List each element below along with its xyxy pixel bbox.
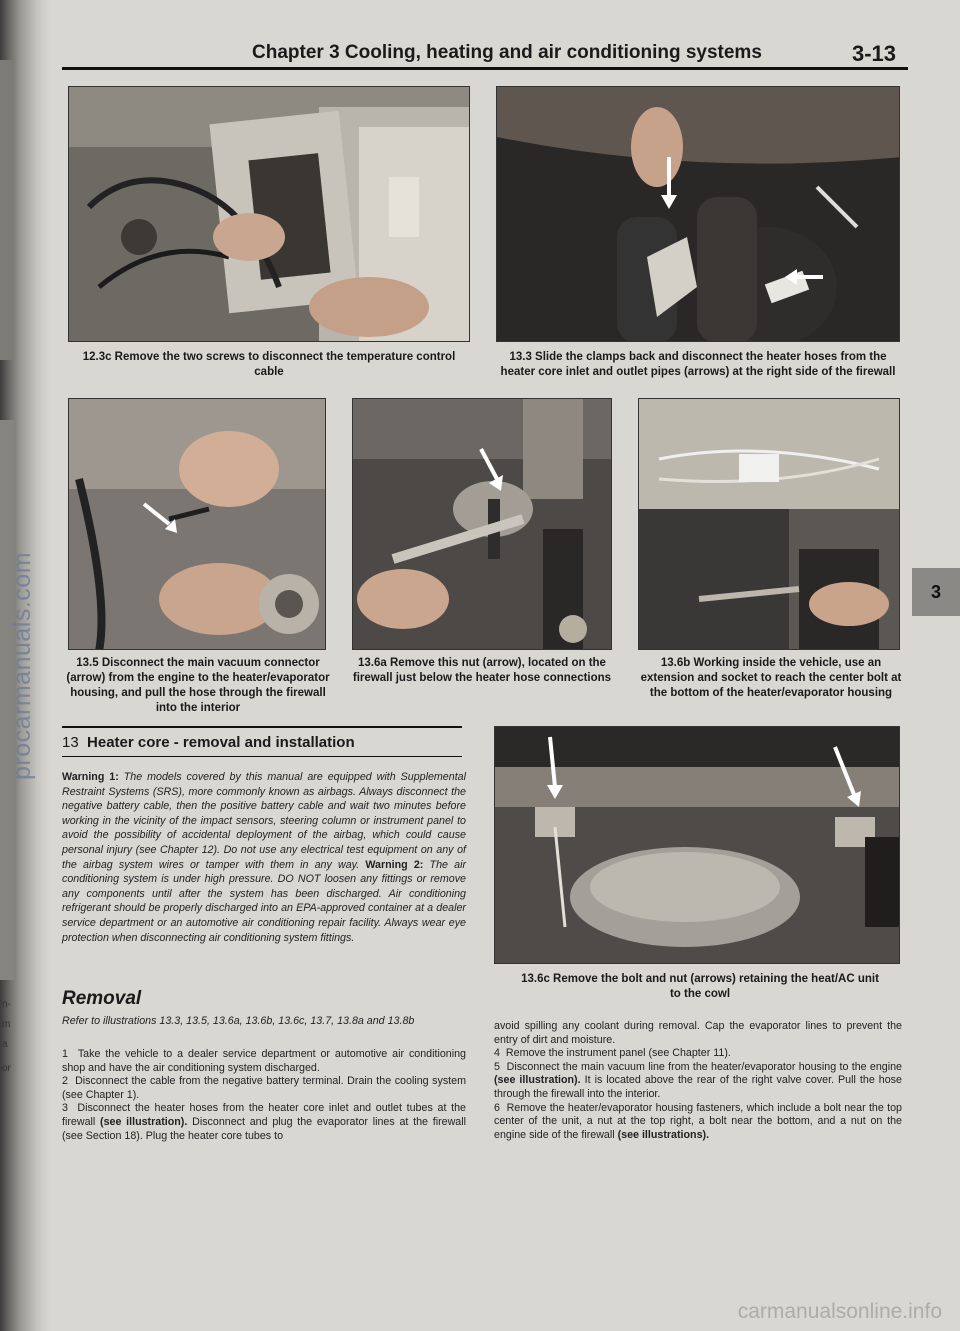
- warning-text: The models covered by this manual are equipped with Supplemental Restraint Systems (SRS), more commonly known as airbags. Always disconnect the negative battery cable, then the positive battery cable and wait two minutes before working in the vicinity of the impact sensors, steering column or instrument panel to avoid the possibility of accidental deployment of the airbag, which could cause personal injury (see Chapter 12). Do not use any electrical test equipment on any of the airbag system wires or tamper with them in any way.: [62, 771, 466, 871]
- steps-left-column: [62, 1048, 466, 1143]
- photo-12-3c: [68, 86, 470, 342]
- step-6: 6 Remove the heater/evaporator housing fasteners, which include a bolt near the top center of the unit, a nut at the top right, a bolt near the bottom, and a nut on the engine side of the firewall (see illustrations).: [494, 1101, 902, 1141]
- warning-block: [62, 770, 466, 945]
- step-5: 5 Disconnect the main vacuum line from the heater/evaporator housing to the engine (see illustration). It is located above the rear of the right valve cover. Pull the hose through the firewall into the interior.: [494, 1060, 902, 1100]
- figure-caption: 13.6a Remove this nut (arrow), located on the firewall just below the heater hose connections: [352, 657, 612, 684]
- figure-caption: 12.3c Remove the two screws to disconnect the temperature control cable: [82, 351, 456, 378]
- warning-text: The air conditioning system is under high pressure. DO NOT loosen any fittings or remove any components until after the system has been discharged. Air conditioning refrigerant should be properly discharged into an EPA-approved container at a dealer service department or an automotive air conditioning repair facility. Always wear eye protection when disconnecting air conditioning system fittings.: [62, 858, 466, 944]
- step-2: 2 Disconnect the cable from the negative battery terminal. Drain the cooling system (see Chapter 1).: [62, 1075, 466, 1101]
- binding-fragment: or: [2, 1063, 11, 1074]
- photo-13-6b: [638, 398, 900, 650]
- watermark-bottom: carmanualsonline.info: [737, 1300, 942, 1323]
- photo-13-6c: [494, 726, 900, 964]
- header-rule: [62, 67, 908, 70]
- page-number: 3-13: [852, 41, 897, 66]
- section-rule: [62, 756, 462, 757]
- subheading-removal: Removal: [62, 988, 142, 1009]
- photo-13-3: [496, 86, 900, 342]
- figure-caption: 13.5 Disconnect the main vacuum connector (arrow) from the engine to the heater/evaporator housing, and pull the hose through the firewall into the interior: [66, 657, 330, 714]
- photo-13-6a: [352, 398, 612, 650]
- figure-caption: 13.6c Remove the bolt and nut (arrows) retaining the heat/AC unit to the cowl: [521, 973, 879, 1000]
- chapter-tab: 3: [912, 568, 960, 616]
- section-title: Heater core - removal and installation: [87, 734, 355, 751]
- watermark-left: procarmanuals.com: [8, 551, 36, 780]
- step-3: 3 Disconnect the heater hoses from the heater core inlet and outlet tubes at the firewall (see illustration). Disconnect and plug the evaporator lines at the firewall (see Section 18). Plug the heater core tubes to: [62, 1102, 466, 1142]
- warning-label: Warning 1:: [62, 771, 119, 783]
- binding-fragment: a: [2, 1039, 8, 1050]
- warning-label: Warning 2:: [365, 858, 424, 871]
- illustration-reference: Refer to illustrations 13.3, 13.5, 13.6a, 13.6b, 13.6c, 13.7, 13.8a and 13.8b: [62, 1015, 415, 1027]
- chapter-title: Chapter 3 Cooling, heating and air conditioning systems: [252, 42, 762, 63]
- figure-caption: 13.6b Working inside the vehicle, use an extension and socket to reach the center bolt at the bottom of the heater/evaporator housing: [640, 657, 902, 699]
- section-heading: [62, 734, 355, 751]
- binding-fragment: m: [2, 1019, 11, 1030]
- see-illustrations-ref: (see illustrations).: [617, 1128, 710, 1141]
- step-1: 1 Take the vehicle to a dealer service department or automotive air conditioning shop and have the air conditioning system discharged.: [62, 1048, 466, 1074]
- binding-tab: [0, 60, 14, 360]
- section-number: 13: [62, 734, 79, 751]
- photo-13-5: [68, 398, 326, 650]
- step-3-continued: avoid spilling any coolant during removal. Cap the evaporator lines to prevent the entry of dirt and moisture.: [494, 1020, 902, 1046]
- section-rule: [62, 726, 462, 728]
- step-4: 4 Remove the instrument panel (see Chapter 11).: [494, 1047, 731, 1060]
- binding-fragment: n-: [2, 999, 11, 1010]
- see-illustration-ref: (see illustration).: [494, 1074, 581, 1087]
- figure-caption: 13.3 Slide the clamps back and disconnect the heater hoses from the heater core inlet and outlet pipes (arrows) at the right side of the firewall: [500, 351, 896, 378]
- steps-right-column: [494, 1020, 902, 1142]
- see-illustration-ref: (see illustration).: [100, 1115, 188, 1128]
